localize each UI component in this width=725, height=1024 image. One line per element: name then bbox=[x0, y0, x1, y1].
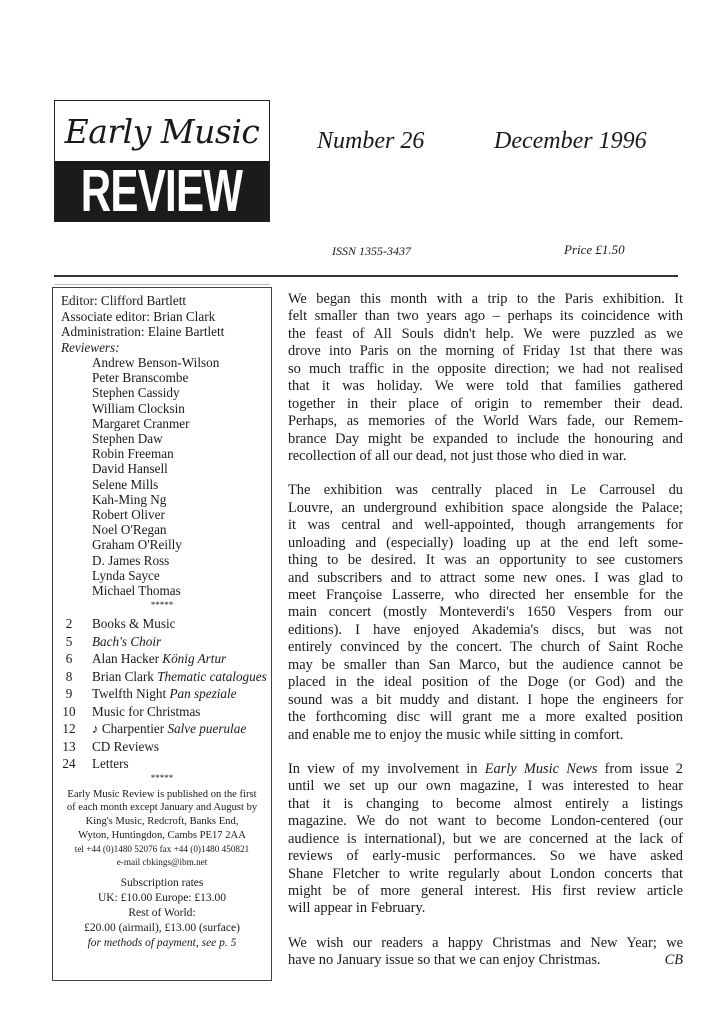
text-line: magazine. We do not want to become London-centered (our bbox=[288, 813, 683, 830]
contact-numbers: tel +44 (0)1480 52076 fax +44 (0)1480 450821 bbox=[74, 844, 250, 855]
publisher-info: of each month except January and August by bbox=[66, 802, 258, 814]
text-line bbox=[288, 604, 683, 621]
text-line: will appear in February. bbox=[288, 900, 426, 917]
text-line bbox=[288, 727, 683, 744]
text-line bbox=[288, 570, 683, 587]
text-line bbox=[288, 709, 683, 726]
text-line: audience is international), but we are concerned at the lack of bbox=[288, 830, 683, 847]
subscription-uk-europe: UK: £10.00 Europe: £13.00 bbox=[97, 891, 227, 904]
line-text: We wish our readers a happy Christmas and New Year; we bbox=[288, 934, 683, 951]
contents-page-number: 6 bbox=[65, 651, 73, 667]
reviewers-label: Reviewers: bbox=[61, 339, 120, 355]
reviewer-name: Robin Freeman bbox=[92, 446, 174, 462]
contents-item[interactable] bbox=[92, 739, 159, 755]
reviewer-name: Selene Mills bbox=[92, 476, 159, 492]
text-line bbox=[288, 378, 683, 395]
line-text: from issue 2 bbox=[597, 760, 683, 777]
reviewer-name: Stephen Daw bbox=[92, 431, 163, 446]
reviewer-name: D. James Ross bbox=[92, 552, 170, 568]
reviewer-name: Kah-Ming Ng bbox=[92, 491, 167, 507]
line-text: entirely convinced by the concert. The church of Saint Roche bbox=[288, 639, 683, 656]
reviewer-name: Noel O'Regan bbox=[92, 522, 167, 538]
text-line bbox=[288, 431, 683, 448]
issue-date: December 1996 bbox=[494, 128, 647, 154]
line-text: sound was a bit muddy and distant. I hope the engineers for bbox=[288, 691, 683, 708]
editor-credit: Editor: Clifford Bartlett bbox=[61, 293, 187, 308]
editorial-body bbox=[288, 291, 683, 987]
issn: ISSN 1355-3437 bbox=[332, 244, 411, 258]
payment-note: for methods of payment, see p. 5 bbox=[87, 936, 237, 949]
text-line bbox=[288, 500, 683, 517]
contents-item[interactable] bbox=[92, 704, 200, 720]
logo-review: REVIEW bbox=[55, 161, 269, 221]
text-line bbox=[288, 361, 683, 378]
contents-item[interactable] bbox=[92, 634, 161, 650]
reviewer-name: Michael Thomas bbox=[92, 583, 181, 598]
line-text: We began this month with a trip to the Paris exhibition. It bbox=[288, 291, 683, 307]
contents-title-italic: Pan speziale bbox=[169, 686, 237, 702]
text-line bbox=[288, 692, 683, 709]
contents-item[interactable] bbox=[92, 651, 226, 667]
contents-title-italic: König Artur bbox=[162, 651, 227, 667]
text-line bbox=[288, 622, 683, 639]
text-line: reviews of early-music performances. So we have asked bbox=[288, 848, 683, 865]
line-text: placed in the ideal position of the Doge (or God) and the bbox=[288, 674, 683, 691]
reviewer-name: Margaret Cranmer bbox=[92, 415, 190, 431]
line-text: and enable me to enjoy the music while sitting in comfort. bbox=[288, 726, 624, 743]
separator-stars: ***** bbox=[150, 772, 174, 783]
contents-title: Alan Hacker bbox=[92, 651, 163, 667]
reviewer-name: Andrew Benson-Wilson bbox=[92, 355, 220, 370]
publisher-info: Wyton, Huntingdon, Cambs PE17 2AA bbox=[78, 829, 246, 841]
line-text: meet Françoise Lasserre, who directed her ensemble for the bbox=[288, 587, 683, 603]
line-text: drove into Paris on the morning of Friday 1st that there was bbox=[288, 343, 683, 360]
subscription-rest-rates: £20.00 (airmail), £13.00 (surface) bbox=[84, 921, 240, 934]
masthead-logo bbox=[54, 100, 270, 222]
line-text: the forthcoming disc will grant me a more exalted position bbox=[288, 709, 683, 726]
contents-title: Brian Clark bbox=[92, 668, 158, 684]
text-line bbox=[288, 482, 683, 499]
price: Price £1.50 bbox=[564, 242, 625, 257]
associate-editor-credit: Associate editor: Brian Clark bbox=[61, 308, 216, 324]
contact-email[interactable]: e-mail cbkings@ibm.net bbox=[116, 856, 208, 867]
contents-title-italic: Thematic catalogues bbox=[157, 668, 267, 684]
contents-item[interactable] bbox=[92, 756, 129, 772]
reviewer-name: Peter Branscombe bbox=[92, 370, 189, 386]
editorial-paragraph bbox=[288, 291, 683, 465]
line-text: In view of my involvement in bbox=[288, 760, 485, 777]
contents-item[interactable] bbox=[92, 669, 267, 685]
contents-title-italic: Salve puerulae bbox=[167, 721, 247, 737]
contents-item[interactable] bbox=[92, 686, 237, 702]
text-line bbox=[288, 674, 683, 691]
publisher-info: King's Music, Redcroft, Banks End, bbox=[85, 815, 239, 827]
line-text: have no January issue so that we can enjoy Christmas. bbox=[288, 952, 601, 969]
text-line: until we set up our own magazine, I was interested to hear bbox=[288, 778, 683, 795]
contents-page-number: 2 bbox=[65, 616, 73, 632]
contents-page-number: 24 bbox=[62, 756, 76, 772]
issue-number: Number 26 bbox=[317, 128, 425, 154]
text-line bbox=[288, 535, 683, 552]
separator-stars: ***** bbox=[150, 600, 174, 611]
line-text: main concert (mostly Monteverdi's 1650 Vespers from our bbox=[288, 604, 683, 621]
editorial-paragraph bbox=[288, 761, 683, 918]
signature: CB bbox=[664, 952, 683, 969]
subscription-rest-label: Rest of World: bbox=[128, 906, 196, 919]
line-text: thing to be desired. It was an opportunity to see customers bbox=[288, 552, 683, 569]
contents-title-italic: Bach's Choir bbox=[92, 633, 162, 649]
editorial-paragraph bbox=[288, 482, 683, 744]
reviewer-name: Robert Oliver bbox=[92, 507, 165, 522]
text-line bbox=[288, 396, 683, 413]
text-line bbox=[288, 448, 683, 465]
contents-title: CD Reviews bbox=[92, 738, 160, 754]
publication-title: Early Music News bbox=[484, 760, 598, 777]
text-line bbox=[288, 935, 683, 952]
text-line bbox=[288, 552, 683, 569]
text-line: might be of more general interest. His first review article bbox=[288, 883, 683, 899]
publisher-info: Early Music Review is published on the first bbox=[67, 788, 257, 800]
contents-title: Books & Music bbox=[92, 616, 176, 632]
contents-page-number: 5 bbox=[65, 633, 73, 649]
line-text: brance Day might be expanded to include the honouring and bbox=[288, 430, 683, 447]
text-line bbox=[288, 326, 683, 343]
reviewer-name: David Hansell bbox=[92, 461, 168, 477]
reviewer-name: William Clocksin bbox=[92, 400, 185, 416]
header-subdivider bbox=[54, 284, 270, 285]
administration-credit: Administration: Elaine Bartlett bbox=[61, 324, 225, 339]
line-text: and subscribers and to attract some new ones. I was glad to bbox=[288, 569, 683, 586]
line-text: The exhibition was centrally placed in Le Carrousel du bbox=[288, 482, 683, 499]
contents-title: ♪ Charpentier bbox=[92, 721, 168, 737]
reviewer-name: Graham O'Reilly bbox=[92, 537, 182, 553]
editorial-paragraph bbox=[288, 935, 683, 970]
text-line bbox=[288, 343, 683, 360]
contents-title: Twelfth Night bbox=[92, 686, 170, 702]
line-text: recollection of all our dead, not just those who died in war. bbox=[288, 447, 627, 464]
contents-page-number: 8 bbox=[65, 668, 73, 684]
line-text: Louvre, an underground exhibition space alongside the Palace; bbox=[288, 499, 683, 516]
line-text: the feast of All Souls didn't help. We were puzzled as we bbox=[288, 325, 683, 342]
contents-item[interactable] bbox=[92, 616, 176, 632]
contents-page-number: 9 bbox=[65, 686, 73, 702]
contents-page-number: 10 bbox=[62, 703, 76, 719]
line-text: it was central and well-appointed, though arrangements for bbox=[288, 517, 683, 534]
line-text: Perhaps, as memories of the World Wars fade, our Remem- bbox=[288, 413, 683, 430]
text-line bbox=[288, 952, 683, 969]
subscription-heading: Subscription rates bbox=[120, 876, 204, 889]
text-line: Shane Fletcher to write regularly about London concerts that bbox=[288, 865, 683, 882]
line-text: so much traffic in the opposite direction; we had not realised bbox=[288, 360, 683, 377]
text-line bbox=[288, 639, 683, 656]
reviewer-name: Stephen Cassidy bbox=[92, 385, 180, 401]
line-text: unloading and (especially) loading up at the end left some- bbox=[288, 534, 683, 551]
contents-title: Music for Christmas bbox=[92, 703, 201, 719]
header-divider bbox=[54, 275, 678, 277]
contents-page-number: 12 bbox=[62, 721, 76, 737]
text-line bbox=[288, 517, 683, 534]
text-line bbox=[288, 761, 683, 778]
text-line bbox=[288, 657, 683, 674]
text-line bbox=[288, 291, 683, 308]
text-line bbox=[288, 308, 683, 325]
text-line bbox=[288, 587, 683, 604]
logo-early-music: Early Music bbox=[64, 111, 260, 151]
contents-title: Letters bbox=[92, 756, 129, 772]
sidebar-box bbox=[52, 287, 272, 981]
line-text: felt smaller than two years ago – perhaps its coincidence with bbox=[288, 308, 683, 325]
contents-page-number: 13 bbox=[62, 738, 76, 754]
text-line: that it is changing to become almost entirely a listings bbox=[288, 795, 683, 812]
line-text: that it was holiday. We were told that families gathered bbox=[288, 378, 683, 395]
line-text: editions). I have enjoyed Akademia's discs, but was not bbox=[288, 621, 683, 638]
text-line bbox=[288, 413, 683, 430]
line-text: may be smaller than San Marco, but the audience cannot be bbox=[288, 656, 683, 673]
line-text: together in their place of origin to remember their dead. bbox=[288, 395, 683, 412]
contents-item[interactable] bbox=[92, 721, 246, 737]
reviewer-name: Lynda Sayce bbox=[92, 567, 160, 583]
